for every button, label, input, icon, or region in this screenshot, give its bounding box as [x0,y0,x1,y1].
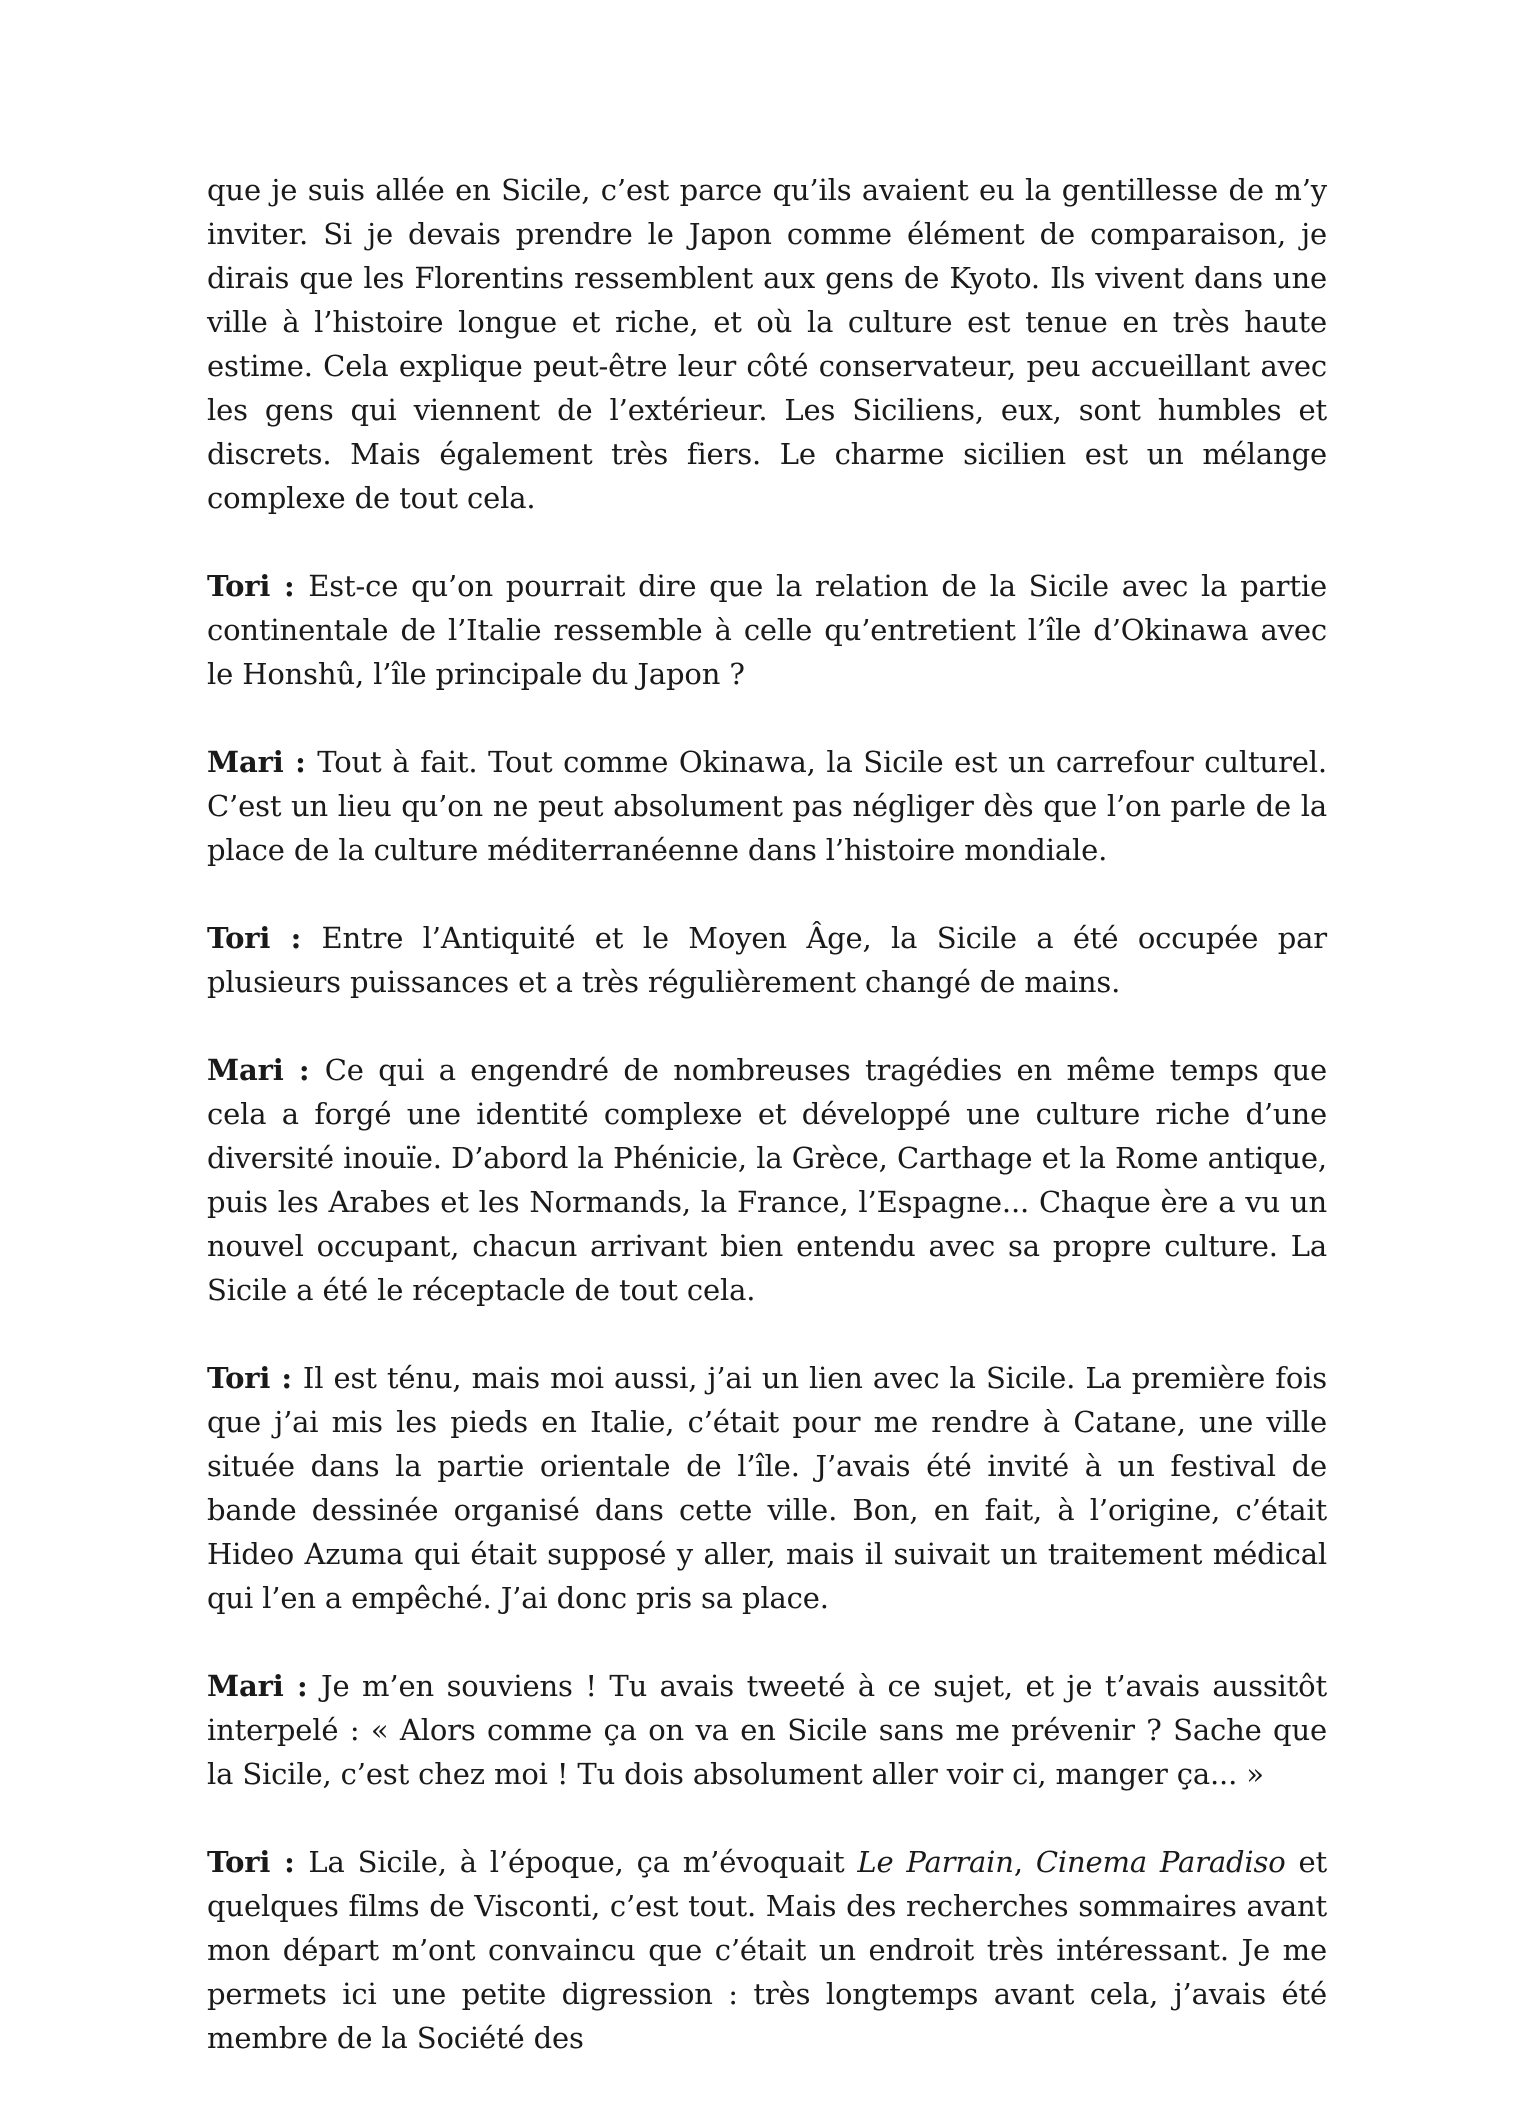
speaker-name: Mari [207,1669,284,1703]
paragraph-text: Est-ce qu’on pourrait dire que la relation de la Sicile avec la partie continentale de l’Italie ressemble à celle qu’entretient l’île d’Okinawa avec le Honshû, l’île principale du Japon ? [207,569,1328,691]
paragraph-text: Entre l’Antiquité et le Moyen Âge, la Sicile a été occupée par plusieurs puissances et a très régulièrement changé de mains. [207,921,1327,999]
film-title: Le Parrain [857,1845,1014,1879]
dialogue-paragraph-mari: Mari : Tout à fait. Tout comme Okinawa, la Sicile est un carrefour culturel. C’est un lieu qu’on ne peut absolument pas négliger dès que l’on parle de la place de la culture méditerranéenne dans l’histoire mondiale. [207,745,1328,867]
speaker-name: Mari [207,745,284,779]
dialogue-paragraph-tori: Tori : Est-ce qu’on pourrait dire que la relation de la Sicile avec la partie continentale de l’Italie ressemble à celle qu’entretient l’île d’Okinawa avec le Honshû, l’île principale du Japon ? [207,569,1328,691]
speaker-name: Tori [207,569,271,603]
paragraph-text: Il est ténu, mais moi aussi, j’ai un lien avec la Sicile. La première fois que j’ai mis les pieds en Italie, c’était pour me rendre à Catane, une ville située dans la partie orientale de l’île. J’avais été invité à un festival de bande dessinée organisé dans cette ville. Bon, en fait, à l’origine, c’était Hideo Azuma qui était supposé y aller, mais il suivait un traitement médical qui l’en a empêché. J’ai donc pris sa place. [207,1361,1327,1615]
dialogue-paragraph-tori: Tori : La Sicile, à l’époque, ça m’évoquait Le Parrain, Cinema Paradiso et quelques films de Visconti, c’est tout. Mais des recherches sommaires avant mon départ m’ont convaincu que c’était un endroit très intéressant. Je me permets ici une petite digression : très longtemps avant cela, j’avais été membre de la Société des [207,1845,1327,2055]
speaker-name: Mari [207,1053,284,1087]
paragraph-text: Tout à fait. Tout comme Okinawa, la Sicile est un carrefour culturel. C’est un lieu qu’on ne peut absolument pas négliger dès que l’on parle de la place de la culture méditerranéenne dans l’histoire mondiale. [207,745,1328,867]
dialogue-paragraph-mari: Mari : Je m’en souviens ! Tu avais tweeté à ce sujet, et je t’avais aussitôt interpelé : « Alors comme ça on va en Sicile sans me prévenir ? Sache que la Sicile, c’est chez moi ! Tu dois absolument aller voir ci, manger ça... » [207,1669,1327,1791]
paragraph-text: La Sicile, à l’époque, ça m’évoquait [308,1845,858,1879]
dialogue-paragraph-tori: Tori : Entre l’Antiquité et le Moyen Âge, la Sicile a été occupée par plusieurs puissances et a très régulièrement changé de mains. [207,921,1327,999]
paragraph-intro [207,168,1327,520]
paragraph-text: Je m’en souviens ! Tu avais tweeté à ce sujet, et je t’avais aussitôt interpelé : « Alors comme ça on va en Sicile sans me prévenir ? Sache que la Sicile, c’est chez moi ! Tu dois absolument aller voir ci, manger ça... » [207,1669,1327,1791]
dialogue-paragraph-mari: Mari : Ce qui a engendré de nombreuses tragédies en même temps que cela a forgé une identité complexe et développé une culture riche d’une diversité inouïe. D’abord la Phénicie, la Grèce, Carthage et la Rome antique, puis les Arabes et les Normands, la France, l’Espagne... Chaque ère a vu un nouvel occupant, chacun arrivant bien entendu avec sa propre culture. La Sicile a été le réceptacle de tout cela. [207,1053,1327,1307]
document-page [207,168,1327,2104]
paragraph-text: , [1013,1845,1036,1879]
paragraph-text: Ce qui a engendré de nombreuses tragédies en même temps que cela a forgé une identité complexe et développé une culture riche d’une diversité inouïe. D’abord la Phénicie, la Grèce, Carthage et la Rome antique, puis les Arabes et les Normands, la France, l’Espagne... Chaque ère a vu un nouvel occupant, chacun arrivant bien entendu avec sa propre culture. La Sicile a été le réceptacle de tout cela. [207,1053,1327,1307]
paragraph-text: que je suis allée en Sicile, c’est parce qu’ils avaient eu la gentillesse de m’y inviter. Si je devais prendre le Japon comme élément de comparaison, je dirais que les Florentins ressemblent aux gens de Kyoto. Ils vivent dans une ville à l’histoire longue et riche, et où la culture est tenue en très haute estime. Cela explique peut-être leur côté conservateur, peu accueillant avec les gens qui viennent de l’extérieur. Les Siciliens, eux, sont humbles et discrets. Mais également très fiers. Le charme sicilien est un mélange complexe de tout cela. [207,173,1327,515]
speaker-name: Tori [207,1361,271,1395]
speaker-name: Tori [207,1845,271,1879]
dialogue-paragraph-tori: Tori : Il est ténu, mais moi aussi, j’ai un lien avec la Sicile. La première fois que j’ai mis les pieds en Italie, c’était pour me rendre à Catane, une ville située dans la partie orientale de l’île. J’avais été invité à un festival de bande dessinée organisé dans cette ville. Bon, en fait, à l’origine, c’était Hideo Azuma qui était supposé y aller, mais il suivait un traitement médical qui l’en a empêché. J’ai donc pris sa place. [207,1361,1327,1615]
film-title: Cinema Paradiso [1035,1845,1286,1879]
paragraph-text: et quelques films de Visconti, c’est tout. Mais des recherches sommaires avant mon départ m’ont convaincu que c’était un endroit très intéressant. Je me permets ici une petite digression : très longtemps avant cela, j’avais été membre de la Société des [207,1845,1327,2055]
speaker-name: Tori [207,921,271,955]
